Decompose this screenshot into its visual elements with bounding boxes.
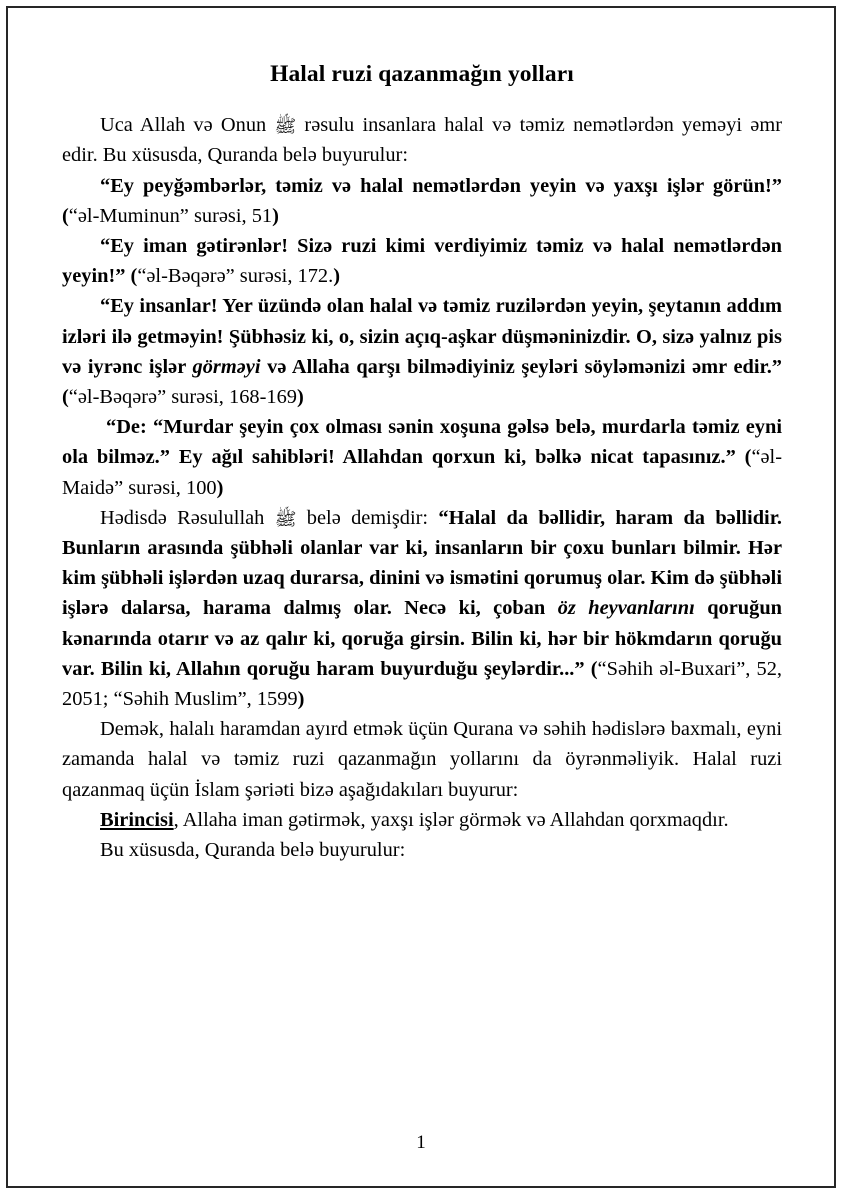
paragraph-intro [62,110,782,170]
cite-open-paren: ( [62,386,69,409]
hadith-emphasis: öz heyvanlarını [557,597,695,620]
hadith-mid: belə demişdir: [296,506,439,529]
cite-close-paren: ) [272,204,279,227]
quote-text-part-a: “Ey insanlar! Yer üzündə olan halal və təmiz ruzilərdən yeyin, şeytanın addım izləri ilə getməyin! Şübhəsiz ki, o, sizin açıq-aşkar düşməninizdir. O, sizə yalnız pis və iyrənc işlər [62,295,782,378]
salawat-icon: ﷺ [274,508,297,530]
cite-open-paren: ( [125,265,138,288]
paragraph-conclusion: Demək, halalı haramdan ayırd etmək üçün Qurana və səhih hədislərə baxmalı, eyni zamanda halal və təmiz ruzi qazanmağın yollarını da öyrənməliyik. Halal ruzi qazanmaq üçün İslam şəriəti bizə aşağıdakıları buyurur: [62,718,782,801]
page-title: Halal ruzi qazanmağın yolları [270,61,574,87]
quran-quote-baqara-172 [62,231,782,291]
paragraph-intro-lead: Uca Allah və Onun [100,114,267,137]
hadith-quote-part-a: “Halal da bəllidir, haram da bəllidir. Bunların arasında şübhəli olanlar var ki, insanların bir çoxu bunları bilmir. Hər kim şübhəli işlərdən uzaq durarsa, dinini və ismətini qorumuş olar. Kim də şübhəli işlərə dalarsa, harama dalmış olar. Necə ki, çoban [62,506,782,620]
quote-citation: “əl-Maidə” surəsi, 100 [62,446,782,499]
quote-citation: “əl-Muminun” surəsi, 51 [68,204,273,227]
hadith-quote-part-b: qoruğun kənarında otarır və az qalır ki, qoruğa girsin. Bilin ki, hər bir hökmdarın qoruğu var. Bilin ki, Allahın qoruğu haram buyurduğu şeylərdir...” [62,597,782,680]
paragraph-closing: Bu xüsusda, Quranda belə buyurulur: [100,839,406,862]
cite-close-paren: ) [296,386,304,409]
cite-close-paren: ) [333,265,341,288]
paragraph-first-point [62,805,782,835]
quran-quote-maida-100 [62,412,782,503]
cite-close-paren: ) [297,688,305,711]
hadith-lead: Hədisdə Rəsulullah [100,506,265,529]
quote-text: “Ey peyğəmbərlər, təmiz və halal nemətlərdən yeyin və yaxşı işlər görün!” [100,174,782,197]
paragraph-intro-rest: rəsulu insanlara halal və təmiz nemətlərdən yeməyi əmr edir. Bu xüsusda, Quranda belə buyurulur: [62,114,782,167]
cite-open-paren: ( [584,657,598,680]
first-point-label: Birincisi [100,808,174,831]
first-point-text: , Allaha iman gətirmək, yaxşı işlər görmək və Allahdan qorxmaqdır. [173,808,729,831]
quote-text: “Ey iman gətirənlər! Sizə ruzi kimi verdiyimiz təmiz və halal nemətlərdən yeyin!” [62,235,782,288]
cite-close-paren: ) [216,476,224,499]
quote-text-part-b: və Allaha qarşı bilmədiyiniz şeyləri söyləmənizi əmr edir.” [260,355,782,378]
quran-quote-muminun [62,171,782,231]
quote-citation: “əl-Bəqərə” surəsi, 172. [137,265,334,288]
hadith-citation: “Səhih əl-Buxari”, 52, 2051; “Səhih Muslim”, 1599 [62,657,782,711]
cite-open-paren: ( [735,446,752,469]
salawat-icon: ﷺ [274,116,297,138]
page-number: 1 [416,1132,426,1153]
quote-text: “De: “Murdar şeyin çox olması sənin xoşuna gəlsə belə, murdarla təmiz eyni ola bilməz.” Ey ağıl sahibləri! Allahdan qorxun ki, bəlkə nicat tapasınız.” [62,416,782,469]
quran-quote-baqara-168 [62,291,782,412]
quote-citation: “əl-Bəqərə” surəsi, 168-169 [68,386,297,409]
hadith-paragraph [62,503,782,714]
quote-emphasis: görməyi [192,355,261,378]
cite-open-paren: ( [62,204,69,227]
page-content [62,60,782,865]
